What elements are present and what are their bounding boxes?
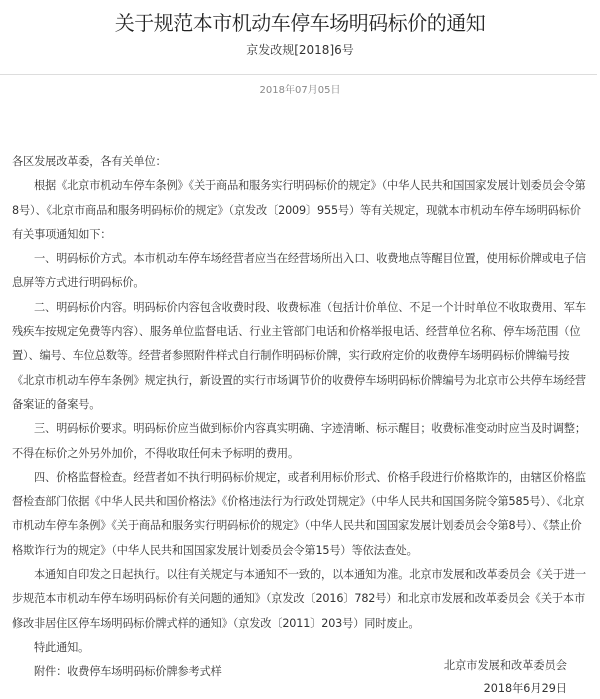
paragraph-closing: 特此通知。 (34, 640, 90, 654)
paragraph-requirements: 三、明码标价要求。明码标价应当做到标价内容真实明确、字迹清晰、标示醒目；收费标准变动时应当及时调整；不得在标价之外另外加价，不得收取任何未予标明的费用。 (12, 422, 586, 460)
salutation: 各区发展改革委，各有关单位： (12, 155, 167, 168)
header-divider (0, 74, 597, 75)
paragraph-effective: 本通知自印发之日起执行。以往有关规定与本通知不一致的，以本通知为准。北京市发展和改革委员会《关于进一步规范本市机动车停车场明码标价有关问题的通知》（京发改〔2016〕782号）和北京市发展和改革委员会《关于本市修改非居住区停车场明码标价牌式样的通知》（京发改〔2011〕203号）同时废止。 (12, 568, 586, 630)
signature-date: 2018年6月29日 (483, 682, 567, 695)
paragraph-supervision: 四、价格监督检查。经营者如不执行明码标价规定，或者利用标价形式、价格手段进行价格欺诈的，由辖区价格监督检查部门依据《中华人民共和国价格法》《价格违法行为行政处罚规定》（中华人民共和国国务院令第585号）、《北京市机动车停车条例》《关于商品和服务实行明码标价的规定》（中华人民共和国国家发展计划委员会令第8号）、《禁止价格欺诈行为的规定》（中华人民共和国国家发展计划委员会令第15号）等依法查处。 (12, 470, 586, 557)
document-number: 京发改规[2018]6号 (246, 43, 354, 57)
attachment-link[interactable]: 附件：收费停车场明码标价牌参考式样 (34, 665, 222, 679)
page-title: 关于规范本市机动车停车场明码标价的通知 (114, 11, 486, 35)
paragraph-content: 二、明码标价内容。明码标价内容包含收费时段、收费标准（包括计价单位、不足一个计时单位不收取费用、军车残疾车按规定免费等内容）、服务单位监督电话、行业主管部门电话和价格举报电话、经营单位名称、停车场范围（位置）、编号、车位总数等。经营者参照附件样式自行制作明码标价牌，实行政府定价的收费停车场明码标价牌编号按《北京市机动车停车条例》规定执行，新设置的实行市场调节价的收费停车场明码标价牌编号为北京市公共停车场经营备案证的备案号。 (12, 300, 586, 411)
paragraph-preamble: 根据《北京市机动车停车条例》《关于商品和服务实行明码标价的规定》（中华人民共和国国家发展计划委员会令第8号）、《北京市商品和服务明码标价的规定》（京发改〔2009〕955号）等有关规定，现就本市机动车停车场明码标价有关事项通知如下： (12, 179, 586, 241)
signature-organization: 北京市发展和改革委员会 (443, 659, 567, 672)
document-body (12, 150, 590, 685)
paragraph-method: 一、明码标价方式。本市机动车停车场经营者应当在经营场所出入口、收费地点等醒目位置，使用标价牌或电子信息屏等方式进行明码标价。 (12, 252, 586, 290)
publish-date: 2018年07月05日 (259, 85, 341, 96)
